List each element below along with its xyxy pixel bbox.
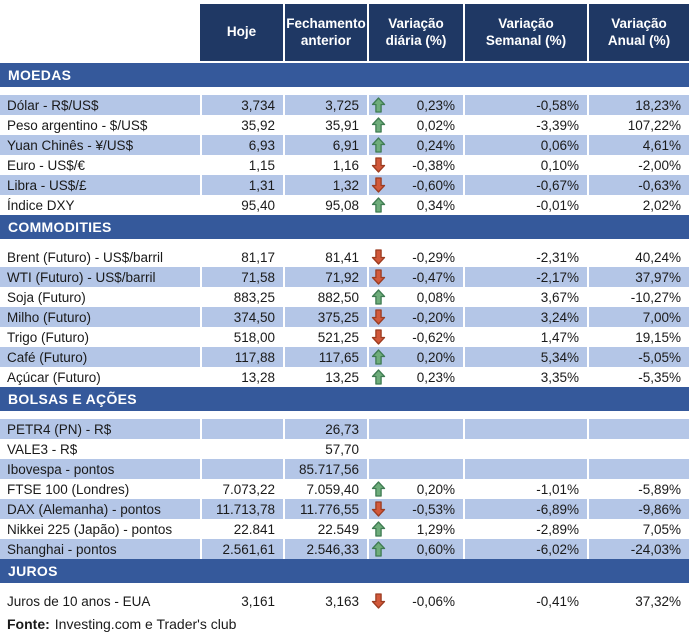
header-spacer [0,4,200,61]
table-row [0,287,689,307]
table-row [0,267,689,287]
down-arrow-icon [371,309,386,325]
up-arrow-icon [371,137,386,153]
down-arrow-icon [371,157,386,173]
cell-variacao-semanal: -2,89% [463,519,587,539]
row-label: Libra - US$/£ [0,175,200,195]
variacao-diaria-value: 0,20% [416,481,455,497]
cell-variacao-diaria [367,419,463,439]
row-label: Trigo (Futuro) [7,329,90,345]
variacao-diaria-value: -0,06% [412,593,455,609]
row-label: Shanghai - pontos [0,539,200,559]
cell-variacao-semanal: 0,06% [463,135,587,155]
variacao-diaria-value: -0,38% [412,157,455,173]
cell-hoje: 117,88 [200,347,283,367]
up-arrow-icon [371,289,386,305]
cell-variacao-diaria [367,591,463,611]
cell-fechamento: 117,65 [283,347,367,367]
cell-variacao-anual: 37,97% [587,267,689,287]
cell-variacao-anual: 7,05% [587,519,689,539]
up-arrow-icon [371,521,386,537]
cell-variacao-diaria [367,519,463,539]
cell-variacao-diaria [367,439,463,459]
cell-variacao-anual: -9,86% [587,499,689,519]
cell-variacao-semanal: -0,41% [463,591,587,611]
cell-variacao-diaria [367,307,463,327]
row-label: WTI (Futuro) - US$/barril [0,267,200,287]
table-row [0,247,689,267]
cell-variacao-semanal: -6,02% [463,539,587,559]
table-row [0,591,689,611]
table-row [0,419,689,439]
variacao-diaria-value: 0,23% [416,97,455,113]
cell-variacao-semanal: -0,01% [463,195,587,215]
cell-variacao-anual: -5,05% [587,347,689,367]
source-label: Fonte: [7,616,50,632]
cell-variacao-semanal: -6,89% [463,499,587,519]
cell-variacao-diaria [367,499,463,519]
cell-variacao-diaria [367,135,463,155]
row-label: Brent (Futuro) - US$/barril [7,249,164,265]
table-row [0,115,689,135]
section-title: BOLSAS E AÇÕES [8,391,137,407]
row-label: FTSE 100 (Londres) [7,481,130,497]
cell-variacao-diaria [367,115,463,135]
row-label: Euro - US$/€ [7,157,86,173]
cell-variacao-semanal: 0,10% [463,155,587,175]
row-label: Yuan Chinês - ¥/US$ [0,135,200,155]
cell-hoje: 2.561,61 [200,539,283,559]
table-row [0,519,689,539]
cell-fechamento: 35,91 [283,115,367,135]
down-arrow-icon [371,249,386,265]
column-header-fechamento: Fechamento anterior [283,4,367,61]
cell-fechamento: 521,25 [283,327,367,347]
down-arrow-icon [371,329,386,345]
cell-variacao-anual: -24,03% [587,539,689,559]
source-text: Investing.com e Trader's club [54,616,237,632]
cell-variacao-anual [587,419,689,439]
cell-variacao-diaria [367,539,463,559]
cell-variacao-semanal: -3,39% [463,115,587,135]
variacao-diaria-value: 0,34% [416,197,455,213]
down-arrow-icon [371,593,386,609]
cell-fechamento: 57,70 [283,439,367,459]
cell-variacao-anual: -5,89% [587,479,689,499]
column-header-variacao-diaria: Variação diária (%) [367,4,463,61]
cell-variacao-anual: 107,22% [587,115,689,135]
table-row [0,195,689,215]
cell-variacao-semanal: -1,01% [463,479,587,499]
cell-variacao-diaria [367,267,463,287]
section-header [0,387,689,411]
up-arrow-icon [371,117,386,133]
cell-fechamento: 81,41 [283,247,367,267]
table-row [0,459,689,479]
cell-fechamento: 71,92 [283,267,367,287]
cell-hoje: 3,161 [200,591,283,611]
cell-hoje: 1,31 [200,175,283,195]
cell-variacao-semanal: -2,31% [463,247,587,267]
cell-variacao-diaria [367,367,463,387]
table-row [0,539,689,559]
row-label: Café (Futuro) [0,347,200,367]
cell-variacao-semanal [463,419,587,439]
cell-hoje: 13,28 [200,367,283,387]
cell-fechamento: 26,73 [283,419,367,439]
variacao-diaria-value: -0,20% [412,309,455,325]
table-row [0,175,689,195]
row-label: Nikkei 225 (Japão) - pontos [7,521,173,537]
section-header [0,215,689,239]
variacao-diaria-value: -0,60% [412,177,455,193]
column-header-variacao-anual: Variação Anual (%) [587,4,689,61]
row-label: Índice DXY [7,197,75,213]
cell-fechamento: 2.546,33 [283,539,367,559]
cell-variacao-diaria [367,479,463,499]
cell-variacao-anual: 2,02% [587,195,689,215]
section-gap [0,411,689,419]
cell-fechamento: 6,91 [283,135,367,155]
cell-fechamento: 95,08 [283,195,367,215]
cell-hoje: 35,92 [200,115,283,135]
table-header [0,4,689,61]
cell-hoje: 81,17 [200,247,283,267]
table-row [0,95,689,115]
row-label: Juros de 10 anos - EUA [7,593,151,609]
variacao-diaria-value: 0,23% [416,369,455,385]
up-arrow-icon [371,197,386,213]
cell-fechamento: 1,32 [283,175,367,195]
table-row [0,155,689,175]
variacao-diaria-value: 1,29% [416,521,455,537]
variacao-diaria-value: -0,29% [412,249,455,265]
cell-hoje: 1,15 [200,155,283,175]
row-label: VALE3 - R$ [7,441,78,457]
down-arrow-icon [371,177,386,193]
cell-fechamento: 13,25 [283,367,367,387]
cell-hoje [200,419,283,439]
up-arrow-icon [371,481,386,497]
row-label: Açúcar (Futuro) [7,369,101,385]
cell-variacao-semanal: 3,24% [463,307,587,327]
cell-variacao-diaria [367,327,463,347]
column-header-hoje: Hoje [200,4,283,61]
cell-variacao-anual: -2,00% [587,155,689,175]
cell-fechamento: 1,16 [283,155,367,175]
up-arrow-icon [371,369,386,385]
cell-hoje: 3,734 [200,95,283,115]
cell-variacao-semanal [463,459,587,479]
cell-hoje: 71,58 [200,267,283,287]
variacao-diaria-value: 0,02% [416,117,455,133]
section-gap [0,87,689,95]
cell-fechamento: 882,50 [283,287,367,307]
down-arrow-icon [371,501,386,517]
row-label: DAX (Alemanha) - pontos [0,499,200,519]
section-title: MOEDAS [8,67,72,83]
market-summary-table [0,4,689,632]
variacao-diaria-value: 0,24% [416,137,455,153]
row-label: Peso argentino - $/US$ [7,117,148,133]
cell-variacao-anual: 7,00% [587,307,689,327]
section-title: COMMODITIES [8,219,112,235]
table-row [0,499,689,519]
table-row [0,367,689,387]
table-row [0,327,689,347]
cell-hoje: 95,40 [200,195,283,215]
variacao-diaria-value: -0,53% [412,501,455,517]
variacao-diaria-value: -0,62% [412,329,455,345]
cell-variacao-anual: -10,27% [587,287,689,307]
cell-fechamento: 85.717,56 [283,459,367,479]
cell-fechamento: 375,25 [283,307,367,327]
table-row [0,135,689,155]
table-row [0,439,689,459]
section-gap [0,583,689,591]
section-gap [0,239,689,247]
cell-variacao-semanal: -2,17% [463,267,587,287]
cell-fechamento: 11.776,55 [283,499,367,519]
cell-hoje: 7.073,22 [200,479,283,499]
cell-hoje: 11.713,78 [200,499,283,519]
variacao-diaria-value: 0,60% [416,541,455,557]
cell-variacao-diaria [367,287,463,307]
column-header-variacao-semanal: Variação Semanal (%) [463,4,587,61]
cell-variacao-diaria [367,95,463,115]
cell-variacao-semanal: 3,35% [463,367,587,387]
table-row [0,307,689,327]
cell-hoje: 883,25 [200,287,283,307]
cell-fechamento: 3,725 [283,95,367,115]
row-label: Soja (Futuro) [7,289,86,305]
cell-hoje [200,459,283,479]
cell-hoje: 6,93 [200,135,283,155]
up-arrow-icon [371,349,386,365]
cell-variacao-semanal: 3,67% [463,287,587,307]
cell-hoje: 518,00 [200,327,283,347]
cell-variacao-semanal: 5,34% [463,347,587,367]
table-body [0,63,689,611]
cell-variacao-semanal: -0,58% [463,95,587,115]
cell-fechamento: 3,163 [283,591,367,611]
cell-variacao-anual: 40,24% [587,247,689,267]
table-row [0,347,689,367]
cell-hoje [200,439,283,459]
section-title: JUROS [8,563,58,579]
cell-variacao-diaria [367,459,463,479]
cell-variacao-anual: -5,35% [587,367,689,387]
row-label: Dólar - R$/US$ [0,95,200,115]
row-label: PETR4 (PN) - R$ [0,419,200,439]
row-label: Milho (Futuro) [0,307,200,327]
cell-variacao-anual [587,439,689,459]
cell-variacao-diaria [367,347,463,367]
variacao-diaria-value: 0,20% [416,349,455,365]
cell-variacao-anual: 37,32% [587,591,689,611]
up-arrow-icon [371,541,386,557]
cell-variacao-diaria [367,155,463,175]
cell-variacao-anual: 19,15% [587,327,689,347]
cell-fechamento: 7.059,40 [283,479,367,499]
cell-variacao-diaria [367,247,463,267]
variacao-diaria-value: 0,08% [416,289,455,305]
cell-variacao-anual: 4,61% [587,135,689,155]
cell-variacao-semanal: 1,47% [463,327,587,347]
row-label: Ibovespa - pontos [0,459,200,479]
cell-hoje: 374,50 [200,307,283,327]
section-header [0,63,689,87]
cell-variacao-diaria [367,175,463,195]
table-row [0,479,689,499]
cell-hoje: 22.841 [200,519,283,539]
down-arrow-icon [371,269,386,285]
variacao-diaria-value: -0,47% [412,269,455,285]
cell-variacao-semanal [463,439,587,459]
section-header [0,559,689,583]
cell-variacao-diaria [367,195,463,215]
cell-variacao-anual: 18,23% [587,95,689,115]
cell-variacao-anual: -0,63% [587,175,689,195]
cell-variacao-anual [587,459,689,479]
cell-variacao-semanal: -0,67% [463,175,587,195]
up-arrow-icon [371,97,386,113]
cell-fechamento: 22.549 [283,519,367,539]
